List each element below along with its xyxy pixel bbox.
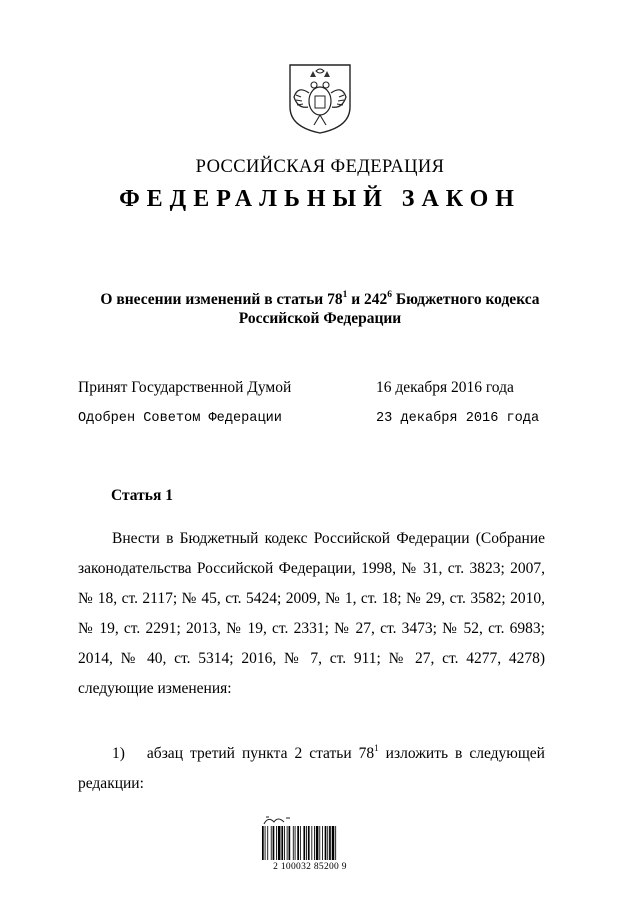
barcode-mark-icon [260,814,300,826]
law-title-line2: Российской Федерации [238,310,402,328]
country-name: РОССИЙСКАЯ ФЕДЕРАЦИЯ [195,157,445,177]
item-text-a: абзац третий пункта 2 статьи 78 [146,745,375,763]
law-title-sup1: 1 [342,290,348,300]
law-title [60,287,580,328]
law-title-part2: и 242 [347,291,388,309]
council-date: 23 декабря 2016 года [376,411,540,426]
item-sup: 1 [374,743,379,753]
article-item-1 [78,734,545,799]
article-body [78,524,545,704]
council-label: Одобрен Советом Федерации [78,411,282,426]
article-paragraph: Внести в Бюджетный кодекс Российской Федерации (Собрание законодательства Российской Федерации, 1998, № 31, ст. 3823; 2007, № 18, ст. 2117; № 45, ст. 5424; 2009, № 1, ст. 18; № 29, ст. 3582; 2010, № 19, ст. 2291; 2013, № 19, ст. 2331; № 27, ст. 3473; № 52, ст. 6983; 2014, № 40, ст. 5314; 2016, № 7, ст. 911; № 27, ст. 4277, 4278) следующие изменения: [78,530,545,697]
item-number: 1) [112,745,125,763]
duma-label: Принят Государственной Думой [78,379,292,396]
coat-of-arms-icon [288,63,352,135]
law-title-part1: О внесении изменений в статьи 78 [100,291,343,309]
barcode-number: 2 100032 85200 9 [273,862,347,872]
duma-date: 16 декабря 2016 года [376,379,514,396]
document-type: ФЕДЕРАЛЬНЫЙ ЗАКОН [119,186,521,212]
barcode [250,812,370,882]
barcode-icon [262,826,358,860]
article-heading: Статья 1 [111,487,173,504]
item-text-b: изложить в следующей редакции: [78,745,545,793]
law-title-sup2: 6 [387,290,393,300]
law-title-part3: Бюджетного кодекса [392,291,540,309]
